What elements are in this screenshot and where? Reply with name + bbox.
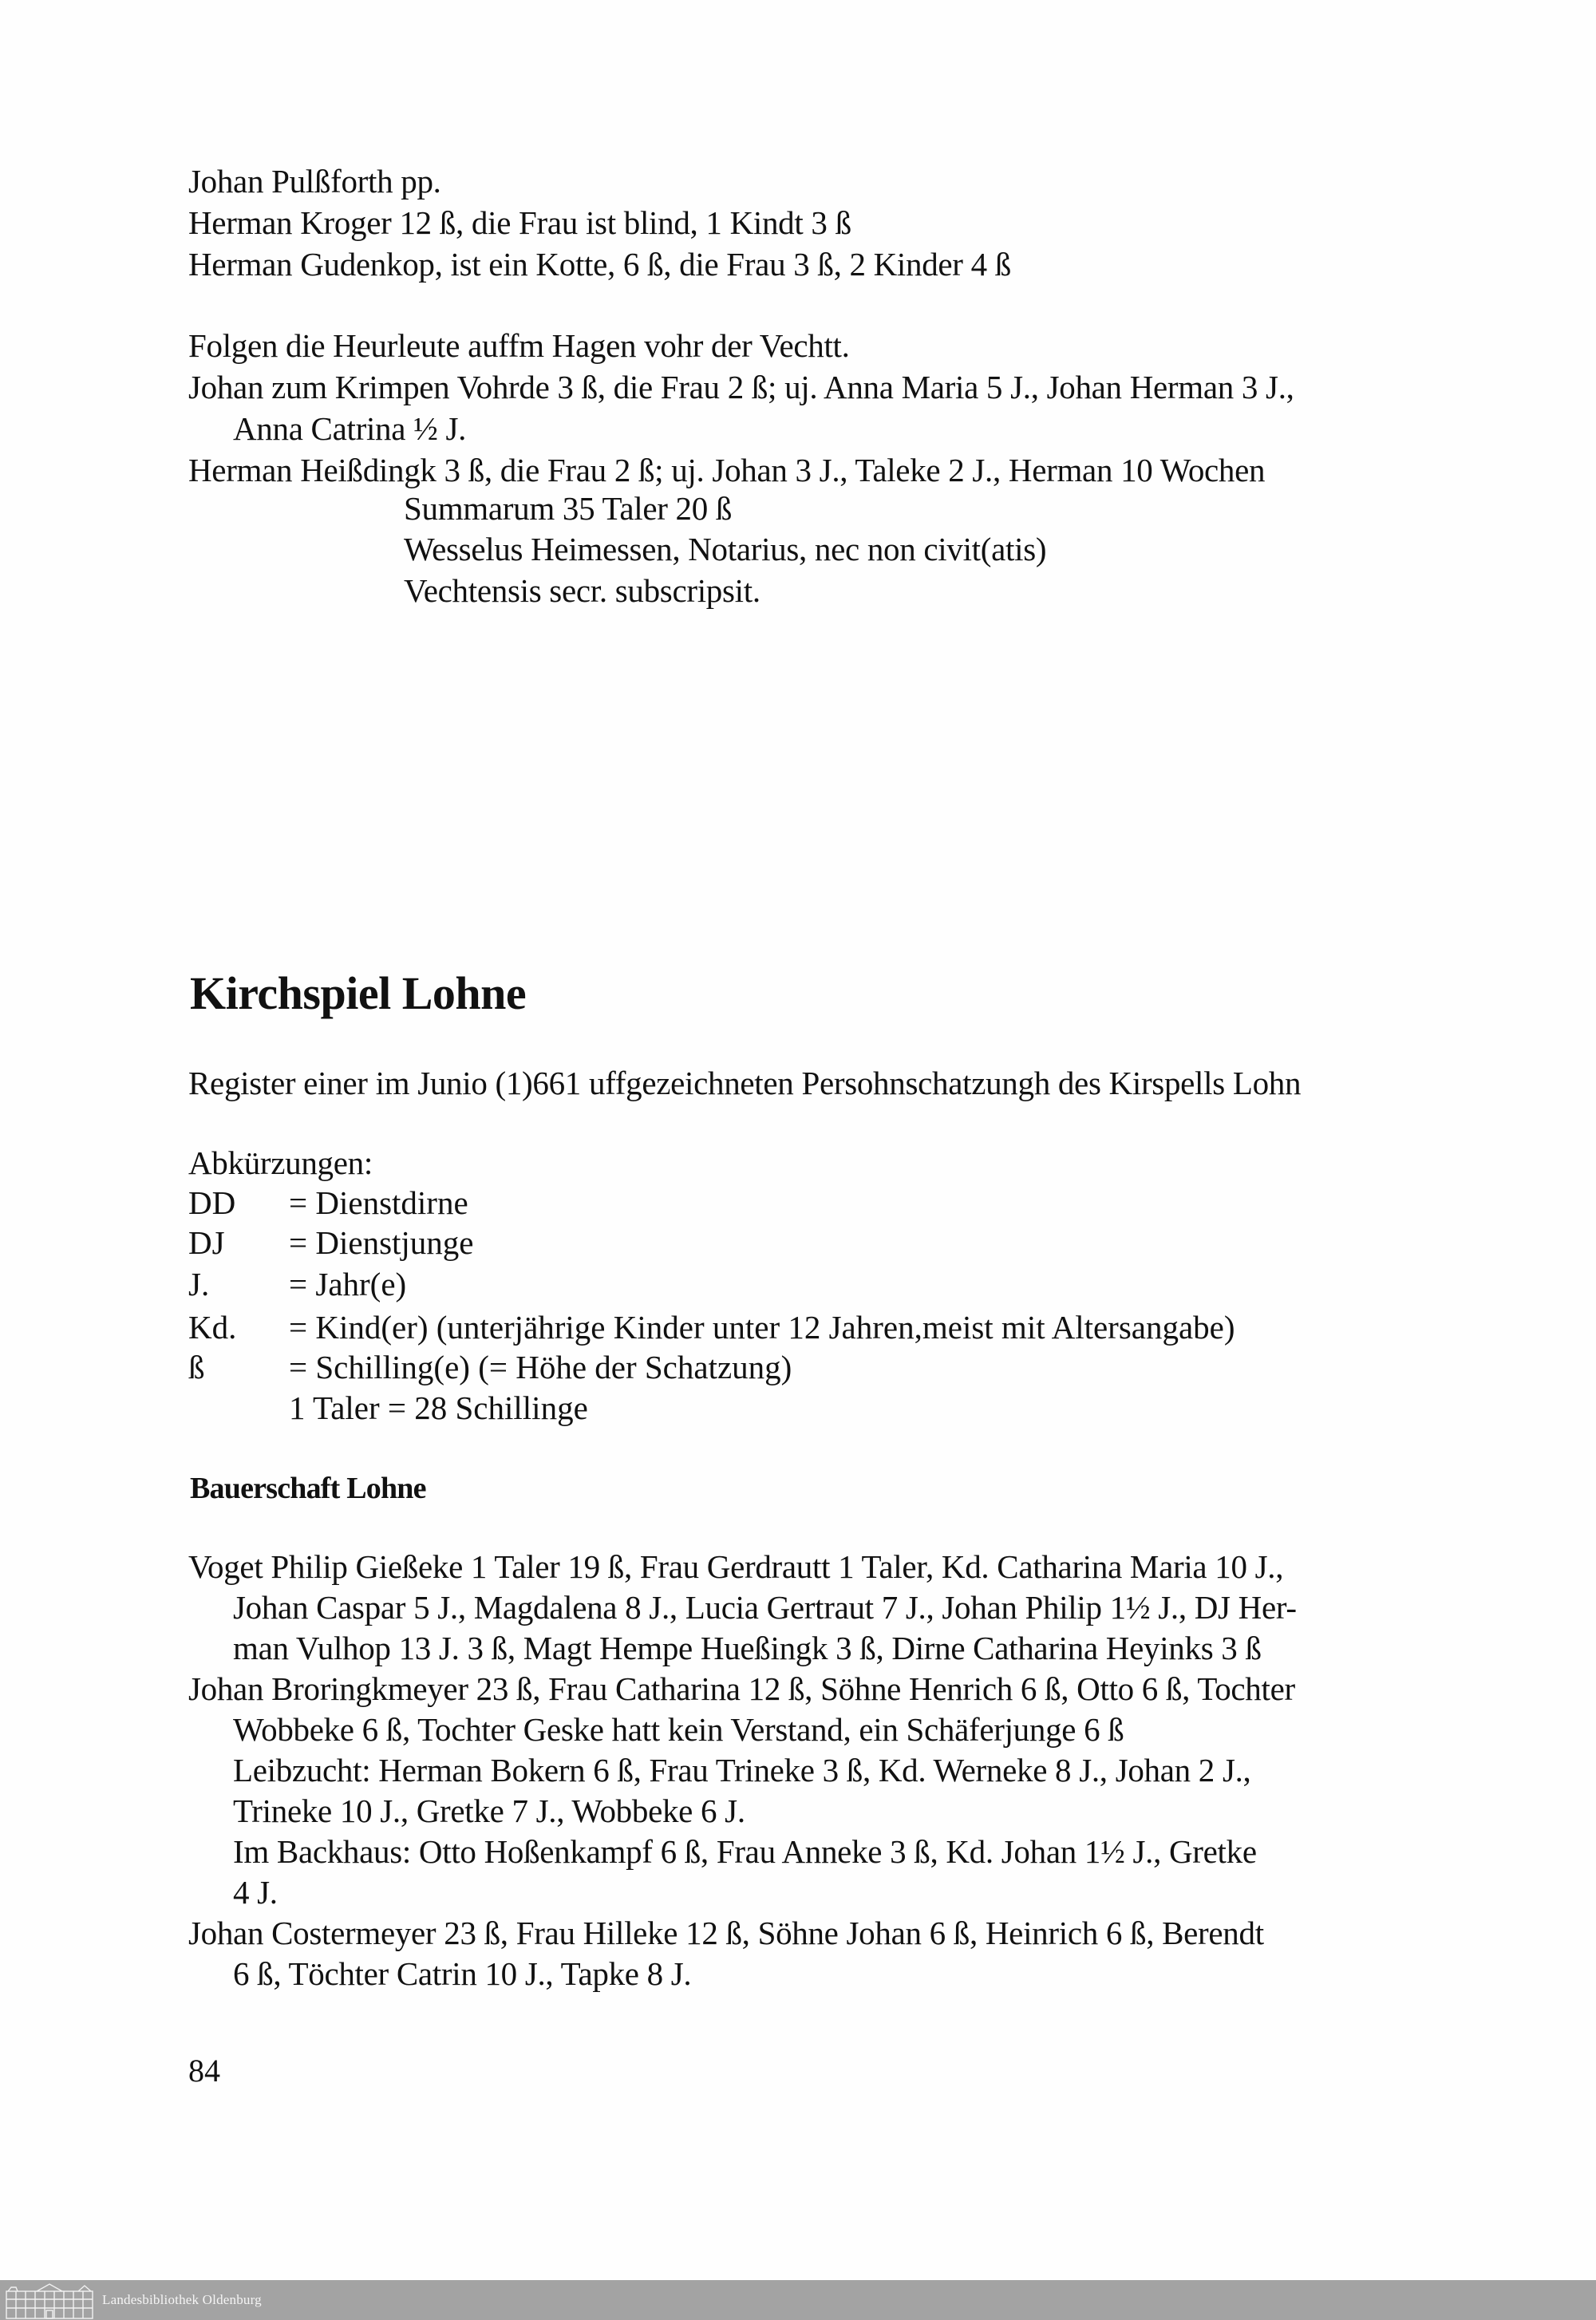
signature-line: Vechtensis secr. subscripsit.: [404, 572, 760, 609]
abbreviation-value: = Dienstdirne: [289, 1184, 468, 1221]
register-entry-line: 6 ß, Töchter Catrin 10 J., Tapke 8 J.: [233, 1955, 692, 1992]
page-number: 84: [188, 2053, 220, 2089]
abbreviation-row: [188, 1264, 406, 1304]
register-entry-line: Johan Broringkmeyer 23 ß, Frau Catharina 12 ß, Söhne Henrich 6 ß, Otto 6 ß, Tochter: [188, 1670, 1295, 1707]
register-entry-line: Voget Philip Gießeke 1 Taler 19 ß, Frau Gerdrautt 1 Taler, Kd. Catharina Maria 10 J.,: [188, 1548, 1284, 1585]
summary-line: Summarum 35 Taler 20 ß: [404, 490, 733, 527]
abbreviation-key: Kd.: [188, 1309, 237, 1346]
register-entry-line: Wobbeke 6 ß, Tochter Geske hatt kein Verstand, ein Schäferjunge 6 ß: [233, 1711, 1124, 1748]
register-entry-line: 4 J.: [233, 1874, 278, 1911]
abbreviation-row: [188, 1223, 474, 1263]
abbreviation-value: = Kind(er) (unterjährige Kinder unter 12 Jahren,meist mit Altersangabe): [289, 1309, 1235, 1346]
abbreviation-value: = Schilling(e) (= Höhe der Schatzung): [289, 1349, 792, 1385]
text-line: Herman Gudenkop, ist ein Kotte, 6 ß, die Frau 3 ß, 2 Kinder 4 ß: [188, 246, 1011, 283]
abbreviation-key: DJ: [188, 1224, 225, 1261]
subsection-title: Bauerschaft Lohne: [190, 1472, 426, 1505]
section-subtitle: Register einer im Junio (1)661 uffgezeichneten Persohnschatzungh des Kirspells Lohn: [188, 1065, 1302, 1101]
register-entry-line: Leibzucht: Herman Bokern 6 ß, Frau Trineke 3 ß, Kd. Werneke 8 J., Johan 2 J.,: [233, 1752, 1251, 1788]
heurleute-entry: Johan zum Krimpen Vohrde 3 ß, die Frau 2 ß; uj. Anna Maria 5 J., Johan Herman 3 J.,: [188, 369, 1294, 405]
abbreviations-label: Abkürzungen:: [188, 1144, 373, 1181]
abbreviation-key: DD: [188, 1184, 236, 1221]
register-entry-line: Johan Costermeyer 23 ß, Frau Hilleke 12 ß, Söhne Johan 6 ß, Heinrich 6 ß, Berendt: [188, 1915, 1264, 1951]
abbreviation-key: ß: [188, 1349, 205, 1385]
abbreviation-row: [188, 1183, 468, 1223]
heurleute-entry: Herman Heißdingk 3 ß, die Frau 2 ß; uj. Johan 3 J., Taleke 2 J., Herman 10 Wochen: [188, 452, 1266, 488]
register-entry-line: Im Backhaus: Otto Hoßenkampf 6 ß, Frau Anneke 3 ß, Kd. Johan 1½ J., Gretke: [233, 1833, 1257, 1870]
heurleute-entry-continuation: Anna Catrina ½ J.: [233, 410, 467, 447]
register-entry-line: Johan Caspar 5 J., Magdalena 8 J., Lucia Gertraut 7 J., Johan Philip 1½ J., DJ Her-: [233, 1589, 1297, 1626]
abbreviation-row: [188, 1347, 792, 1387]
library-building-icon: [5, 2283, 94, 2320]
signature-line: Wesselus Heimessen, Notarius, nec non civit(atis): [404, 531, 1047, 567]
currency-note: 1 Taler = 28 Schillinge: [289, 1389, 588, 1426]
abbreviation-value: = Jahr(e): [289, 1266, 407, 1302]
text-line: Herman Kroger 12 ß, die Frau ist blind, 1 Kindt 3 ß: [188, 204, 851, 241]
register-entry-line: Trineke 10 J., Gretke 7 J., Wobbeke 6 J.: [233, 1792, 745, 1829]
library-footer: [0, 2280, 1596, 2320]
text-line: Johan Pulßforth pp.: [188, 163, 441, 200]
library-name: Landesbibliothek Oldenburg: [102, 2292, 262, 2307]
abbreviation-row: [188, 1307, 1235, 1347]
heurleute-intro: Folgen die Heurleute auffm Hagen vohr der Vechtt.: [188, 327, 850, 364]
register-entry-line: man Vulhop 13 J. 3 ß, Magt Hempe Hueßingk 3 ß, Dirne Catharina Heyinks 3 ß: [233, 1630, 1262, 1666]
abbreviation-value: = Dienstjunge: [289, 1224, 474, 1261]
section-title: Kirchspiel Lohne: [190, 967, 527, 1019]
abbreviation-key: J.: [188, 1266, 210, 1302]
